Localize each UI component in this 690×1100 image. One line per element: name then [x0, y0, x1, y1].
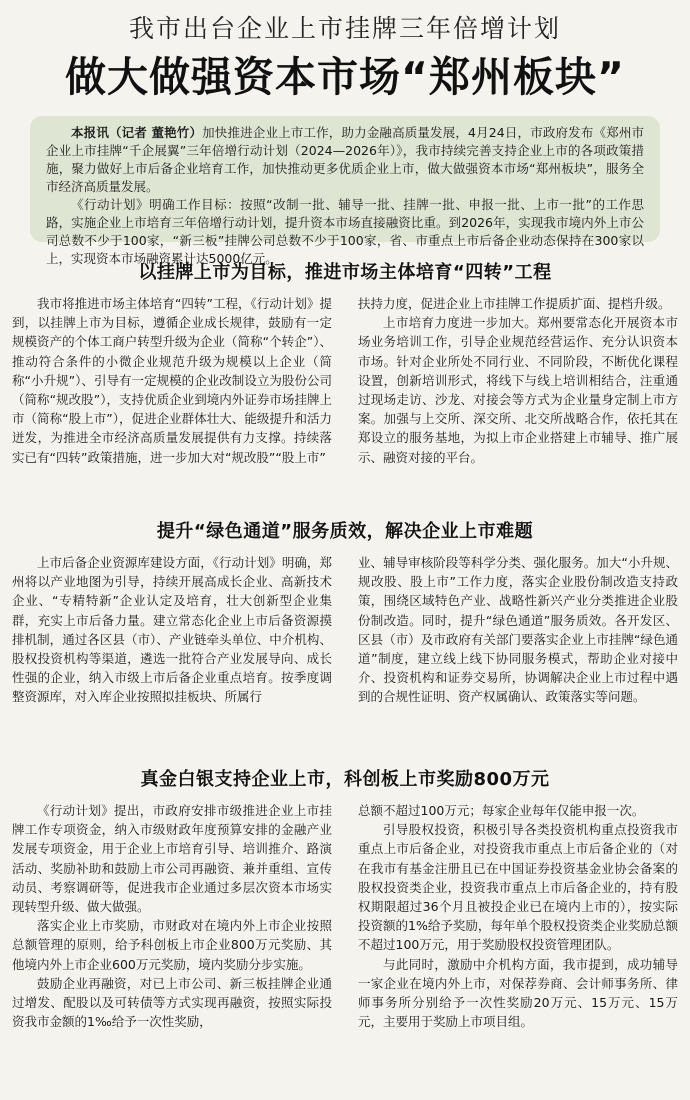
section-1-paragraph-2: 上市培育力度进一步加大。郑州要常态化开展资本市场业务培训工作，引导企业规范经营运作、充分认识资本市场。针对企业所处不同行业、不同阶段，不断优化课程设置，创新培训形式，将线下与线上培训相结合，注重通过现场走访、沙龙、对接会等方式为企业量身定制上市方案。加强与上交所、深交所、北交所战略合作，依托其在郑设立的服务基地，为拟上市企业搭建上市辅导、推广展示、融资对接的平台。: [358, 315, 678, 465]
article-headline: 做大做强资本市场“郑州板块”: [65, 53, 625, 101]
section-1-heading: 以挂牌上市为目标，推进市场主体培育“四转”工程: [138, 262, 552, 283]
section-2-paragraph-1: 上市后备企业资源库建设方面，《行动计划》明确，郑州将以产业地图为引导，持续开展高成长企业、高新技术企业、“专精特新”企业认定及培育，壮大创新型企业集群，充实上市后备力量。建立常态化企业上市后备资源摸排机制，通过各区县（市）、产业链牵头单位、中介机构、股权投资机构等渠道，遴选一批符合产业发展导向、成长性强的企业，纳入市级上市后备企业重点培育。按季度调整资源库，对入库企业按照拟挂板块、所属行: [12, 555, 332, 705]
section-3-paragraph-3-cont: 总额不超过100万元；每家企业每年仅能申报一次。: [358, 803, 645, 818]
section-2-paragraph-1-cont: 业、辅导审核阶段等科学分类、强化服务。加大“小升规、规改股、股上市”工作力度，落实企业股份制改造支持政策，围绕区域特色产业、战略性新兴产业分类推进企业股份制改造。同时，提升“绿色通道”服务质效。各开发区、区县（市）及市政府有关部门要落实企业上市挂牌“绿色通道”制度，建立线上线下协同服务模式，帮助企业对接中介、投资机构和证券交易所，协调解决企业上市过程中遇到的合规性证明、资产权属确认、政策落实等问题。: [358, 555, 678, 705]
byline: 本报讯（记者 董艳竹）: [71, 125, 203, 140]
section-3-paragraph-5: 与此同时，激励中介机构方面，我市提到，成功辅导一家企业在境内外上市，对保荐券商、会计师事务所、律师事务所分别给予一次性奖励20万元、15万元、15万元，主要用于奖励上市项目组。: [358, 956, 678, 1030]
section-3-paragraph-3: 鼓励企业再融资，对已上市公司、新三板挂牌企业通过增发、配股以及可转债等方式实现再融资，按照实际投资我市金额的1‰给予一次性奖励，: [12, 975, 332, 1030]
section-3-paragraph-1: 《行动计划》提出，市政府安排市级推进企业上市挂牌工作专项资金，纳入市级财政年度预算安排的金融产业发展专项资金，用于企业上市培育引导、培训推介、路演活动、奖励补助和鼓励上市公司再融资、兼并重组、宣传动员、考察调研等，促进我市企业通过多层次资本市场实现转型升级、做大做强。: [12, 803, 332, 915]
section-1-left-column: [12, 294, 332, 509]
section-1-body: [12, 294, 678, 509]
section-3-right-column: [358, 801, 678, 1097]
lead-paragraph-1: [46, 124, 644, 196]
lead-paragraph-2: 《行动计划》明确工作目标：按照“改制一批、辅导一批、挂牌一批、申报一批、上市一批”的工作思路，实施企业上市培育三年倍增行动计划，提升资本市场直接融资比重。到2026年，实现我市境内外上市公司总数不少于100家，“新三板”挂牌公司总数不少于100家，省、市重点上市后备企业动态保持在300家以上，实现资本市场融资累计达5000亿元。: [46, 197, 644, 266]
section-1-paragraph-1-cont: 扶持力度，促进企业上市挂牌工作提质扩面、提档升级。: [358, 296, 671, 311]
section-2-body: [12, 553, 678, 755]
section-3-paragraph-2: 落实企业上市奖励，市财政对在境内外上市企业按照总额管理的原则，给予科创板上市企业800万元奖励、其他境内外上市企业600万元奖励，境内奖励分步实施。: [12, 918, 332, 972]
section-3-left-column: [12, 801, 332, 1097]
section-2-heading: 提升“绿色通道”服务质效，解决企业上市难题: [156, 521, 534, 542]
section-2-right-column: [358, 553, 678, 755]
lead-box: [30, 116, 660, 266]
section-3-paragraph-4: 引导股权投资，积极引导各类投资机构重点投资我市重点上市后备企业，对投资我市重点上市后备企业的（对在我市有基金注册且已在中国证券投资基金业协会备案的股权投资类企业，投资我市重点上市后备企业的，持有股权期限超过36个月且被投企业已在境内上市的），按实际投资额的1%给予奖励，每年单个股权投资类企业奖励总额不超过100万元，用于奖励股权投资管理团队。: [358, 822, 678, 953]
section-2-left-column: [12, 553, 332, 755]
section-1-paragraph-1: 我市将推进市场主体培育“四转”工程，《行动计划》提到，以挂牌上市为目标，遵循企业成长规律，鼓励有一定规模资产的个体工商户转型升级为企业（简称“个转企”）、推动符合条件的小微企业规范升级为规模以上企业（简称“小升规”）、引导有一定规模的企业改制设立为股份公司（简称“规改股”），支持优质企业到境内外证券市场挂牌上市（简称“股上市”），促进企业群体壮大、能级提升和活力迸发，为推进全市经济高质量发展提供有力支撑。持续落实已有“四转”政策措施，进一步加大对“规改股”“股上市”: [12, 296, 332, 465]
section-3-heading: 真金白银支持企业上市，科创板上市奖励800万元: [140, 769, 550, 790]
lead-text-1: 加快推进企业上市工作，助力金融高质量发展，4月24日，市政府发布《郑州市企业上市挂牌“千企展翼”三年倍增行动计划（2024—2026年）》，我市持续完善支持企业上市的各项政策措施，聚力做好上市后备企业培育工作，加快推动更多优质企业上市，做大做强资本市场“郑州板块”，服务全市经济高质量发展。: [46, 125, 644, 194]
section-1-right-column: [358, 294, 678, 509]
section-3-body: [12, 801, 678, 1097]
article-subtitle: 我市出台企业上市挂牌三年倍增计划: [128, 14, 561, 43]
